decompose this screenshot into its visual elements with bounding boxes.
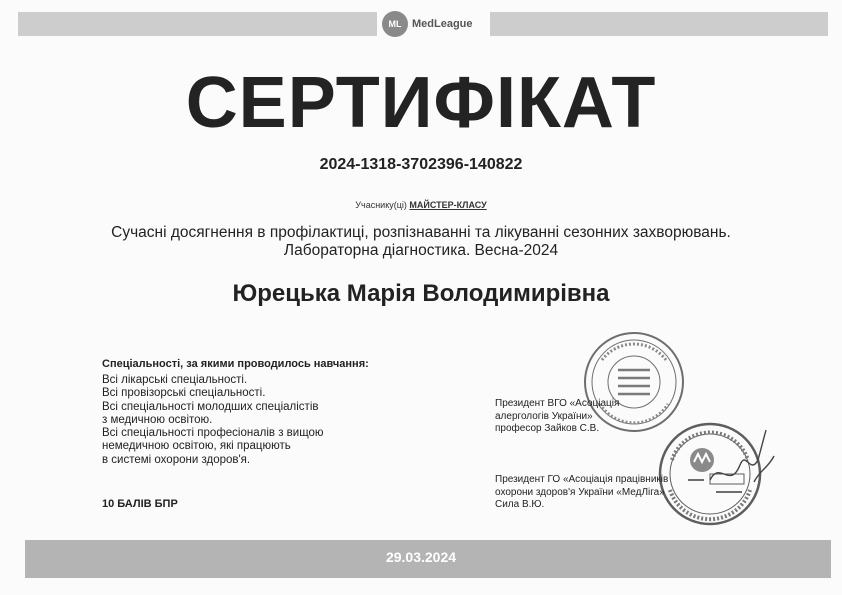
signatory-line: алергологів України»: [495, 410, 593, 422]
specialty-line: Всі провізорські спеціальності.: [102, 387, 266, 400]
course-line-2: Лабораторна діагностика. Весна-2024: [283, 242, 559, 259]
specialty-line: в системі охорони здоров'я.: [102, 453, 251, 466]
certificate-title: СЕРТИФІКАТ: [185, 63, 657, 143]
signatory-2: [495, 474, 668, 512]
specialty-line: Всі спеціальності молодших спеціалістів: [102, 400, 319, 413]
signatory-line: Президент ГО «Асоціація працівників: [495, 474, 669, 485]
specialty-line: з медичною освітою.: [102, 413, 213, 426]
signatory-line: Сила В.Ю.: [495, 499, 545, 510]
participant-prefix: Учаснику(ці): [355, 200, 407, 210]
specialties-list: [102, 374, 432, 467]
signatory-line: Президент ВГО «Асоціація: [495, 398, 620, 409]
medleague-logo: [377, 10, 490, 38]
logo-icon: ML: [382, 11, 408, 37]
specialty-line: немедичною освітою, які працюють: [102, 440, 291, 453]
specialty-line: Всі спеціальності професіоналів з вищою: [102, 427, 324, 440]
signature-icon: [700, 420, 780, 500]
course-line-1: Сучасні досягнення в профілактиці, розпізнаванні та лікуванні сезонних захворювань.: [111, 224, 731, 241]
course-title: [40, 224, 802, 260]
issue-date: 29.03.2024: [385, 549, 457, 565]
recipient-name: Юрецька Марія Володимирівна: [232, 280, 610, 307]
credits-label: 10 БАЛІВ БПР: [102, 498, 178, 510]
signatory-line: професор Зайков С.В.: [495, 423, 600, 434]
participant-line: [0, 200, 842, 210]
certificate-number: 2024-1318-3702396-140822: [319, 156, 523, 173]
signatory-1: [495, 398, 619, 436]
specialties-heading: Спеціальності, за якими проводилось навчання:: [102, 358, 369, 370]
participant-role: МАЙСТЕР-КЛАСУ: [409, 200, 487, 210]
logo-text: MedLeague: [412, 18, 473, 30]
signatory-line: охорони здоров'я України «МедЛіга»: [495, 486, 665, 498]
specialty-line: Всі лікарські спеціальності.: [102, 374, 248, 386]
